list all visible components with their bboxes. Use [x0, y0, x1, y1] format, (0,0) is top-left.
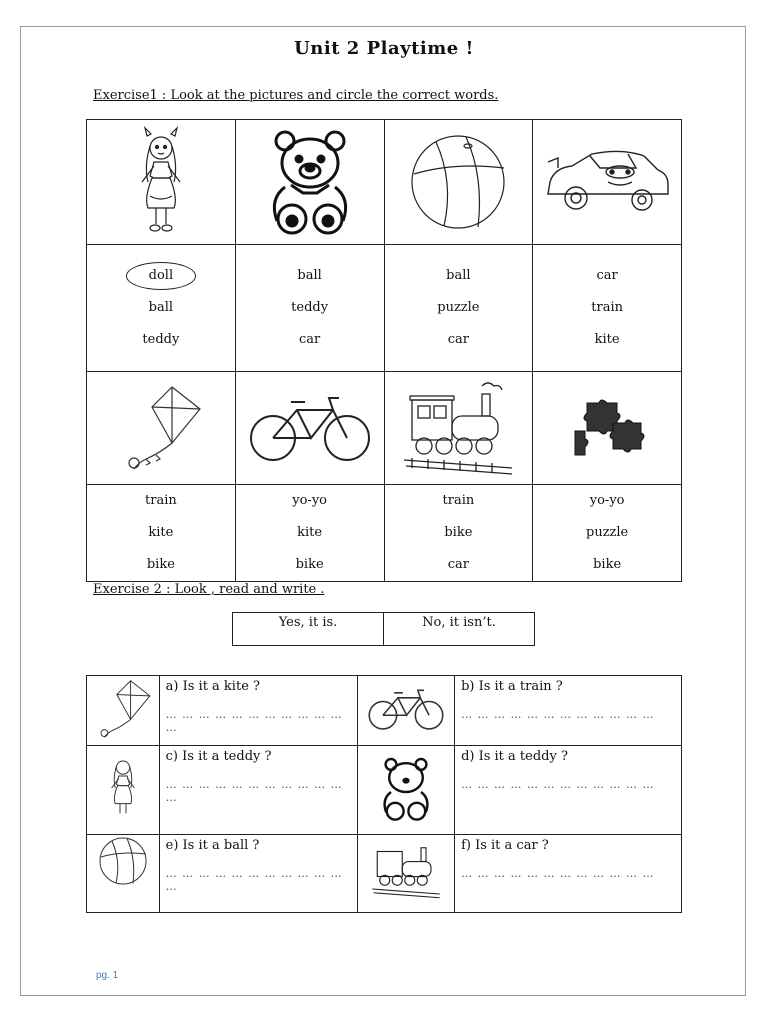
word-option[interactable]: bike [295, 557, 324, 572]
word-option[interactable]: puzzle [586, 525, 629, 540]
exercise2-heading: Exercise 2 : Look , read and write . [93, 582, 325, 597]
teddy-icon [373, 756, 439, 822]
word-option[interactable]: bike [593, 557, 622, 572]
word-option[interactable]: yo-yo [589, 493, 625, 508]
picture-row [87, 120, 682, 245]
question-text: a) Is it a kite ? [165, 679, 260, 694]
word-option[interactable]: kite [297, 525, 323, 540]
ball-icon [98, 837, 148, 885]
word-cell [384, 245, 533, 372]
answer-no: No, it isn’t. [384, 613, 535, 646]
question-row [87, 835, 682, 913]
word-option[interactable]: kite [594, 332, 620, 347]
question-text: e) Is it a ball ? [165, 838, 260, 853]
picture-cell [87, 835, 160, 913]
question-cell [455, 746, 682, 835]
picture-cell [87, 676, 160, 746]
question-text: d) Is it a teddy ? [461, 749, 568, 764]
picture-cell [384, 120, 533, 245]
picture-cell [87, 372, 236, 485]
word-option[interactable]: teddy [142, 332, 180, 347]
question-cell [455, 676, 682, 746]
kite-icon [90, 678, 156, 740]
doll-icon [99, 748, 147, 828]
picture-cell [533, 120, 682, 245]
word-cell [235, 485, 384, 582]
picture-row [87, 372, 682, 485]
teddy-icon [255, 127, 365, 237]
word-cell [384, 485, 533, 582]
word-row [87, 485, 682, 582]
answer-blank[interactable]: … … … … … … … … … … … … [461, 778, 655, 791]
picture-cell [358, 746, 455, 835]
doll-icon [121, 126, 201, 238]
word-option[interactable] [87, 260, 235, 292]
answer-box [232, 612, 535, 646]
page-title: Unit 2 Playtime ! [294, 38, 474, 59]
answer-blank[interactable]: … … … … … … … … … … … … [165, 708, 343, 734]
word-option[interactable]: bike [444, 525, 473, 540]
word-option[interactable]: bike [146, 557, 175, 572]
word-option[interactable]: train [145, 493, 177, 508]
question-row [87, 746, 682, 835]
exercise1-heading: Exercise1 : Look at the pictures and circle the correct words. [93, 88, 499, 103]
bike-icon [249, 392, 371, 464]
word-option[interactable]: ball [446, 268, 471, 283]
puzzle-icon [567, 393, 647, 463]
word-option[interactable]: car [447, 332, 469, 347]
picture-cell [358, 835, 455, 913]
question-text: f) Is it a car ? [461, 838, 549, 853]
word-cell [235, 245, 384, 372]
word-cell [533, 485, 682, 582]
word-option[interactable]: ball [297, 268, 322, 283]
answer-blank[interactable]: … … … … … … … … … … … … [461, 708, 655, 721]
word-option[interactable]: car [447, 557, 469, 572]
picture-cell [87, 746, 160, 835]
word-cell [87, 485, 236, 582]
word-cell [87, 245, 236, 372]
page-number: pg. 1 [96, 970, 119, 981]
word-option[interactable]: puzzle [437, 300, 480, 315]
picture-cell [533, 372, 682, 485]
question-row [87, 676, 682, 746]
answer-blank[interactable]: … … … … … … … … … … … … [165, 778, 343, 804]
answer-yes: Yes, it is. [233, 613, 384, 646]
picture-cell [235, 372, 384, 485]
train-icon [402, 380, 514, 476]
bike-icon [368, 686, 444, 732]
word-row [87, 245, 682, 372]
question-cell [159, 835, 358, 913]
question-text: b) Is it a train ? [461, 679, 563, 694]
word-option[interactable]: kite [148, 525, 174, 540]
train-icon [371, 839, 441, 899]
word-option[interactable]: ball [148, 300, 174, 315]
exercise2-table [86, 675, 682, 913]
word-option[interactable]: yo-yo [292, 493, 327, 508]
question-cell [455, 835, 682, 913]
word-option[interactable]: train [442, 493, 475, 508]
word-option[interactable]: teddy [291, 300, 329, 315]
question-cell [159, 676, 358, 746]
word-option[interactable]: train [591, 300, 623, 315]
car-icon [542, 142, 672, 222]
circled-word: doll [126, 262, 196, 290]
question-cell [159, 746, 358, 835]
question-text: c) Is it a teddy ? [165, 749, 272, 764]
word-option[interactable]: car [596, 268, 618, 283]
answer-blank[interactable]: … … … … … … … … … … … … [165, 867, 343, 893]
kite-icon [116, 383, 206, 473]
picture-cell [235, 120, 384, 245]
word-cell [533, 245, 682, 372]
exercise1-grid [86, 119, 682, 582]
answer-blank[interactable]: … … … … … … … … … … … … [461, 867, 655, 880]
picture-cell [384, 372, 533, 485]
picture-cell [87, 120, 236, 245]
word-option[interactable]: car [299, 332, 321, 347]
picture-cell [358, 676, 455, 746]
ball-icon [408, 134, 508, 230]
